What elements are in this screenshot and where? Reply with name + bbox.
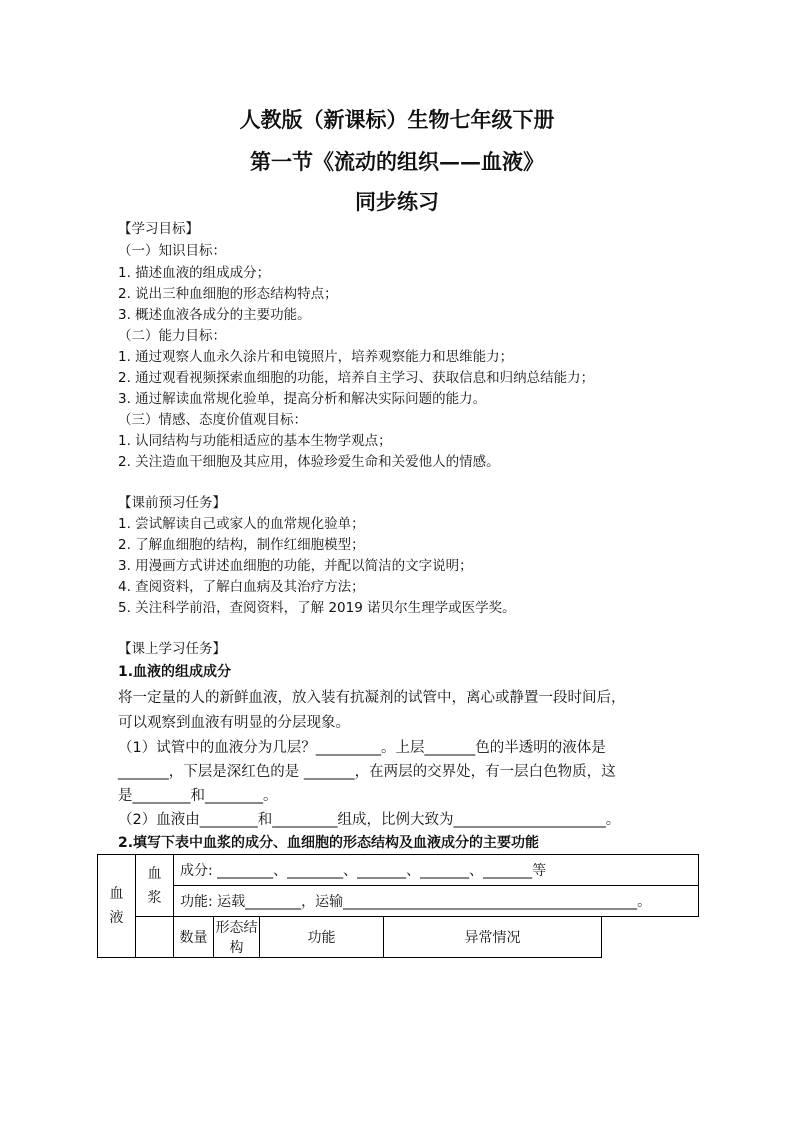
goals-heading: 【学习目标】 bbox=[118, 221, 199, 237]
list-item: 3. 概述血液各成分的主要功能。 bbox=[118, 307, 311, 323]
empty-cell bbox=[136, 917, 174, 958]
lesson-title: 第一节《流动的组织——血液》 bbox=[250, 149, 544, 174]
section-1-title: 1.血液的组成成分 bbox=[118, 664, 232, 680]
list-item: 4. 查阅资料，了解白血病及其治疗方法； bbox=[118, 579, 365, 595]
plasma-function-row[interactable]: 功能: 运载________，运输__________________________________________。 bbox=[174, 886, 699, 917]
paragraph-line: 可以观察到血液有明显的分层现象。 bbox=[118, 715, 350, 731]
exercise-title: 同步练习 bbox=[355, 189, 439, 214]
header-quantity: 数量 bbox=[174, 917, 214, 958]
knowledge-heading: （一）知识目标： bbox=[118, 243, 226, 259]
document-title: 人教版（新课标）生物七年级下册 bbox=[239, 107, 555, 132]
ability-heading: （二）能力目标： bbox=[118, 328, 226, 344]
blood-label: 血液 bbox=[98, 855, 136, 958]
list-item: 3. 用漫画方式讲述血细胞的功能，并配以简洁的文字说明； bbox=[118, 558, 473, 574]
header-abnormal: 异常情况 bbox=[384, 917, 602, 958]
preview-heading: 【课前预习任务】 bbox=[118, 495, 226, 511]
list-item: 3. 通过解读血常规化验单，提高分析和解决实际问题的能力。 bbox=[118, 391, 487, 407]
list-item: 1. 描述血液的组成成分； bbox=[118, 265, 271, 281]
list-item: 1. 认同结构与功能相适应的基本生物学观点； bbox=[118, 433, 392, 449]
list-item: 1. 通过观察人血永久涂片和电镜照片，培养观察能力和思维能力； bbox=[118, 349, 514, 365]
header-function: 功能 bbox=[260, 917, 384, 958]
question-2: （2）血液由________和_________组成，比例大致为_____________________。 bbox=[118, 812, 621, 828]
plasma-label: 血浆 bbox=[136, 855, 174, 917]
question-1-line: _______，下层是深红色的是 _______，在两层的交界处，有一层白色物质，这 bbox=[118, 764, 616, 780]
list-item: 2. 通过观看视频探索血细胞的功能，培养自主学习、获取信息和归纳总结能力； bbox=[118, 370, 595, 386]
question-1-line: （1）试管中的血液分为几层？_________。上层_______色的半透明的液体是 bbox=[118, 740, 606, 756]
list-item: 2. 关注造血干细胞及其应用，体验珍爱生命和关爱他人的情感。 bbox=[118, 454, 500, 470]
class-tasks-heading: 【课上学习任务】 bbox=[118, 641, 226, 657]
list-item: 2. 说出三种血细胞的形态结构特点； bbox=[118, 286, 338, 302]
list-item: 2. 了解血细胞的结构，制作红细胞模型； bbox=[118, 537, 365, 553]
blood-components-table bbox=[97, 854, 699, 958]
list-item: 5. 关注科学前沿，查阅资料，了解 2019 诺贝尔生理学或医学奖。 bbox=[118, 600, 516, 616]
section-2-title: 2.填写下表中血浆的成分、血细胞的形态结构及血液成分的主要功能 bbox=[118, 835, 540, 851]
paragraph-line: 将一定量的人的新鲜血液，放入装有抗凝剂的试管中，离心或静置一段时间后， bbox=[118, 690, 626, 706]
question-1-line: 是________和________。 bbox=[118, 788, 278, 804]
header-structure: 形态结构 bbox=[214, 917, 260, 958]
emotion-heading: （三）情感、态度价值观目标： bbox=[118, 412, 307, 428]
list-item: 1. 尝试解读自己或家人的血常规化验单； bbox=[118, 516, 365, 532]
plasma-components-row[interactable]: 成分: ________、________、_______、_______、_______等 bbox=[174, 855, 699, 886]
